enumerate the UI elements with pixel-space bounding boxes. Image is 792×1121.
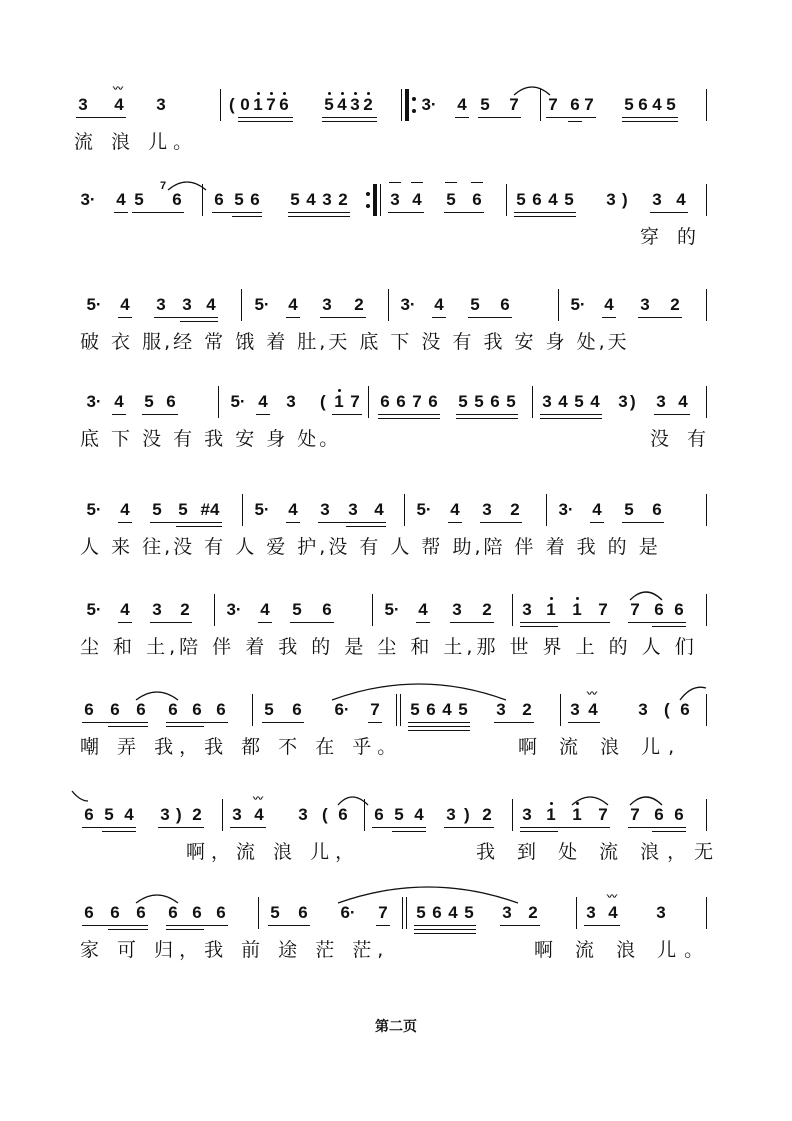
note: 6 — [84, 805, 94, 824]
close-paren: ) — [622, 190, 628, 209]
system-4 — [0, 382, 792, 482]
note: 3 — [156, 295, 166, 314]
note: 3 — [160, 805, 170, 824]
note: 4 — [260, 600, 270, 619]
note: 6 — [172, 190, 182, 209]
note: 5 — [464, 903, 474, 922]
note: 6 — [166, 392, 176, 411]
note: 7 — [378, 903, 388, 922]
note: 2 — [528, 903, 538, 922]
note: 5 — [178, 500, 188, 519]
barline — [214, 594, 215, 626]
note: 3 — [348, 95, 362, 115]
note: 1 — [251, 95, 265, 115]
note: 5 — [270, 903, 280, 922]
note: 5 — [264, 700, 274, 719]
system-8 — [0, 795, 792, 895]
note: 5 — [564, 190, 574, 209]
note: 6 — [380, 392, 390, 411]
note: 6 — [277, 95, 291, 115]
note: 6 — [500, 295, 510, 314]
lyrics-row — [0, 127, 792, 157]
barline — [252, 694, 253, 726]
note: 5· — [254, 295, 270, 314]
note: 4 — [592, 500, 602, 519]
lyrics-text: 啊 流 浪 儿, — [518, 736, 683, 758]
note: 5· — [416, 500, 432, 519]
note: 6 — [214, 190, 224, 209]
note: 4 — [434, 295, 444, 314]
note: 6 — [680, 700, 690, 719]
note: 7 — [548, 95, 558, 114]
note: 4 — [604, 295, 614, 314]
note: 4 — [652, 95, 662, 114]
barline — [706, 386, 707, 418]
notation-row — [0, 795, 792, 835]
note: 5· — [254, 500, 270, 519]
note: 3· — [86, 392, 102, 411]
note: 5 — [458, 700, 468, 719]
note: 7 — [264, 95, 278, 115]
barline — [380, 184, 381, 216]
note: 5 — [624, 500, 634, 519]
note: 4 — [335, 95, 349, 115]
note: 3 — [656, 392, 666, 411]
note: 7 — [584, 95, 594, 114]
lyrics-text: 啊，流 浪 儿， — [186, 841, 361, 863]
note: 6 — [168, 903, 178, 922]
note: 6 — [136, 700, 146, 719]
lyrics-row — [0, 935, 792, 965]
note: 5· — [570, 295, 586, 314]
tie-arc — [570, 791, 610, 807]
note: 3 — [656, 903, 666, 922]
note: 3 — [618, 392, 628, 411]
note: 4 — [414, 805, 424, 824]
note: 1 — [570, 805, 584, 825]
note: 3 — [570, 700, 580, 719]
note: 6 — [322, 600, 332, 619]
note: 4 — [120, 500, 130, 519]
tie-arc — [678, 686, 708, 702]
note: 3 — [522, 805, 532, 824]
lyrics-text: 没 有 — [650, 428, 713, 450]
lyrics-row — [0, 837, 792, 867]
note: 5 — [152, 500, 162, 519]
lyrics-text: 穿 的 — [640, 226, 703, 248]
lyrics-text: 我 到 处 流 浪，无 — [476, 841, 722, 863]
note: 4 — [412, 190, 422, 209]
barline — [706, 694, 707, 726]
lyrics-row — [0, 222, 792, 252]
note: 4 — [114, 95, 124, 114]
notation-row — [0, 382, 792, 422]
note: 2 — [482, 805, 492, 824]
note: 6 — [168, 700, 178, 719]
lyrics-row — [0, 532, 792, 562]
note: 7 — [598, 805, 608, 824]
barline — [402, 897, 403, 929]
lyrics-text: 家 可 归，我 前 途 茫 茫, — [80, 939, 390, 961]
note: 5· — [384, 600, 400, 619]
note: 3 — [78, 95, 88, 114]
lyrics-row — [0, 424, 792, 454]
note: 3 — [232, 805, 242, 824]
system-7 — [0, 690, 792, 790]
note: 6 — [396, 392, 406, 411]
notation-row — [0, 180, 792, 220]
system-3 — [0, 285, 792, 385]
open-paren: ( — [229, 95, 235, 114]
lyrics-text: 啊 流 浪 儿。 — [534, 939, 712, 961]
note: 5 — [394, 805, 404, 824]
lyrics-row — [0, 632, 792, 662]
repeat-dots — [412, 97, 416, 113]
barline — [372, 594, 373, 626]
open-paren: ( — [322, 805, 328, 824]
note: 3 — [322, 295, 332, 314]
barline — [576, 897, 577, 929]
note: 3 — [522, 600, 532, 619]
note: 3 — [586, 903, 596, 922]
note: 7 — [630, 805, 640, 824]
note: 4 — [206, 295, 216, 314]
note: 6 — [216, 903, 226, 922]
mordent-ornament: 〰 — [607, 892, 617, 903]
barline — [368, 386, 369, 418]
note: 6 — [250, 190, 260, 209]
note: 6 — [84, 700, 94, 719]
note: 5 — [322, 95, 336, 115]
note: 2 — [338, 190, 348, 209]
note: 4 — [558, 392, 568, 411]
page-number: 第二页 — [375, 1019, 417, 1035]
note: 6 — [374, 805, 384, 824]
note: 3· — [421, 95, 437, 114]
barline — [512, 594, 513, 626]
barline — [388, 289, 389, 321]
note: 5 — [666, 95, 676, 114]
note: 5 — [624, 95, 634, 114]
note: 4 — [114, 392, 124, 411]
note: 3· — [558, 500, 574, 519]
note: #4 — [200, 500, 220, 519]
note: 6· — [340, 903, 356, 922]
note: 5 — [446, 190, 456, 209]
note: 3· — [400, 295, 416, 314]
mordent-ornament: 〰 — [587, 689, 597, 700]
lyrics-text: 破 衣 服,经 常 饿 着 肚,天 底 下 没 有 我 安 身 处,天 — [80, 331, 630, 353]
note: 5· — [86, 600, 102, 619]
note: 2 — [522, 700, 532, 719]
note: 5 — [104, 805, 114, 824]
note: 6· — [334, 700, 350, 719]
note: 7 — [370, 700, 380, 719]
note: 3 — [182, 295, 192, 314]
note: 5 — [416, 903, 426, 922]
barline — [706, 494, 707, 526]
note: 6 — [426, 700, 436, 719]
note: 4 — [608, 903, 618, 922]
barline — [546, 494, 547, 526]
lyrics-text: 人 来 往,没 有 人 爱 护,没 有 人 帮 助,陪 伴 着 我 的 是 — [80, 536, 661, 558]
note: 6 — [192, 903, 202, 922]
mordent-ornament: 〰 — [253, 794, 263, 805]
note: 4 — [306, 190, 316, 209]
note: 4 — [258, 392, 268, 411]
lyrics-row — [0, 732, 792, 762]
repeat-end-bar — [373, 184, 377, 216]
note: 5 — [290, 190, 300, 209]
system-5 — [0, 490, 792, 590]
notation-row — [0, 285, 792, 325]
note: 6 — [654, 600, 664, 619]
note: 7 — [630, 600, 640, 619]
lyrics-text: 流 浪 儿。 — [74, 131, 199, 153]
system-1 — [0, 85, 792, 185]
barline — [512, 799, 513, 831]
note: 6 — [532, 190, 542, 209]
note: 3 — [390, 190, 400, 209]
note: 5 — [506, 392, 516, 411]
note: 7 — [509, 95, 519, 114]
note: 5 — [516, 190, 526, 209]
barline — [222, 799, 223, 831]
note: 2 — [354, 295, 364, 314]
lyrics-row — [0, 327, 792, 357]
barline — [558, 289, 559, 321]
close-paren: ) — [464, 805, 470, 824]
note: 4 — [288, 295, 298, 314]
notation-row — [0, 85, 792, 125]
note: 5· — [230, 392, 246, 411]
note: 4 — [448, 903, 458, 922]
note: 5· — [86, 295, 102, 314]
note: 3 — [286, 392, 296, 411]
note: 3 — [652, 190, 662, 209]
note: 2 — [180, 600, 190, 619]
note: 2 — [482, 600, 492, 619]
note: 6 — [428, 392, 438, 411]
note: 6 — [110, 700, 120, 719]
note: 4 — [442, 700, 452, 719]
note: 3 — [502, 903, 512, 922]
barline — [406, 897, 407, 929]
note: 4 — [548, 190, 558, 209]
note: 6 — [292, 700, 302, 719]
note: 4 — [120, 600, 130, 619]
note: 6 — [84, 903, 94, 922]
note: 2 — [670, 295, 680, 314]
note: 3 — [348, 500, 358, 519]
close-paren: ) — [176, 805, 182, 824]
barline — [396, 694, 397, 726]
note: 6 — [472, 190, 482, 209]
note: 6 — [298, 903, 308, 922]
note: 5 — [144, 392, 154, 411]
barline — [706, 799, 707, 831]
note: 4 — [678, 392, 688, 411]
barline — [506, 184, 507, 216]
note: 3 — [542, 392, 552, 411]
note: 6 — [652, 500, 662, 519]
barline — [401, 89, 402, 121]
barline — [400, 694, 401, 726]
barline — [560, 694, 561, 726]
note: 5 — [292, 600, 302, 619]
note: 3 — [606, 190, 616, 209]
note: 3 — [496, 700, 506, 719]
note: 3 — [640, 295, 650, 314]
barline — [706, 897, 707, 929]
note: 3· — [226, 600, 242, 619]
lyrics-text: 嘲 弄 我，我 都 不 在 乎。 — [80, 736, 403, 758]
note: 4 — [450, 500, 460, 519]
mordent-ornament: 〰 — [113, 84, 123, 95]
note: 5· — [86, 500, 102, 519]
note: 5 — [574, 392, 584, 411]
notation-row — [0, 590, 792, 630]
note: 4 — [457, 95, 467, 114]
notation-row — [0, 490, 792, 530]
note: 3 — [446, 805, 456, 824]
tie-arc — [70, 789, 90, 803]
note: 3 — [482, 500, 492, 519]
note: 6 — [674, 600, 684, 619]
barline — [220, 89, 221, 121]
note: 2 — [361, 95, 375, 115]
note: 7 — [412, 392, 422, 411]
note: 5 — [410, 700, 420, 719]
note: 6 — [110, 903, 120, 922]
barline — [706, 594, 707, 626]
barline — [258, 897, 259, 929]
note: 2 — [192, 805, 202, 824]
barline — [706, 289, 707, 321]
note: 6 — [216, 700, 226, 719]
barline — [364, 799, 365, 831]
note: 6 — [674, 805, 684, 824]
lyrics-text: 尘 和 土,陪 伴 着 我 的 是 尘 和 土,那 世 界 上 的 人 们 — [80, 636, 698, 658]
slur-arc — [330, 680, 508, 702]
note: 4 — [374, 500, 384, 519]
note: 3· — [80, 190, 96, 209]
note: 6 — [432, 903, 442, 922]
note: 5 — [134, 190, 144, 209]
note: 3 — [638, 700, 648, 719]
barline — [706, 184, 707, 216]
barline — [404, 494, 405, 526]
barline — [241, 289, 242, 321]
note: 6 — [570, 95, 580, 114]
notation-row — [0, 893, 792, 933]
note: 5 — [234, 190, 244, 209]
lyrics-text: 底 下 没 有 我 安 身 处。 — [80, 428, 342, 450]
repeat-dots — [366, 192, 370, 208]
tie-arc — [628, 791, 664, 807]
system-2 — [0, 180, 792, 280]
note: 6 — [192, 700, 202, 719]
note: 7 — [598, 600, 608, 619]
open-paren: ( — [320, 392, 326, 411]
note: 4 — [418, 600, 428, 619]
note: 5 — [474, 392, 484, 411]
note: 5 — [480, 95, 490, 114]
note: 4 — [124, 805, 134, 824]
note: 5 — [470, 295, 480, 314]
note: 6 — [136, 903, 146, 922]
barline — [218, 386, 219, 418]
note: 3 — [322, 190, 332, 209]
note: 4 — [116, 190, 126, 209]
note: 4 — [676, 190, 686, 209]
note: 2 — [510, 500, 520, 519]
barline — [706, 89, 707, 121]
note: 4 — [588, 700, 598, 719]
barline — [202, 184, 203, 216]
note: 4 — [120, 295, 130, 314]
repeat-start-bar — [405, 89, 409, 121]
note: 4 — [590, 392, 600, 411]
note: 4 — [288, 500, 298, 519]
barline — [532, 386, 533, 418]
note: 1 — [544, 600, 558, 620]
note: 4 — [254, 805, 264, 824]
barline — [540, 89, 541, 121]
notation-row — [0, 690, 792, 730]
note: 7 — [350, 392, 360, 411]
note: 3 — [452, 600, 462, 619]
barline — [242, 494, 243, 526]
note: 1 — [332, 392, 346, 412]
note: 6 — [490, 392, 500, 411]
note: 1 — [570, 600, 584, 620]
note: 0 — [240, 95, 250, 114]
note: 6 — [338, 805, 348, 824]
note: 3 — [156, 95, 166, 114]
note: 1 — [544, 805, 558, 825]
note: 3 — [320, 500, 330, 519]
system-9 — [0, 893, 792, 993]
note: 6 — [654, 805, 664, 824]
tie-arc — [628, 586, 664, 602]
open-paren: ( — [664, 700, 670, 719]
system-6 — [0, 590, 792, 690]
close-paren: ) — [630, 392, 636, 411]
slur-arc — [336, 883, 520, 905]
note: 3 — [152, 600, 162, 619]
note: 3 — [298, 805, 308, 824]
note: 5 — [458, 392, 468, 411]
grace-note: 7 — [160, 180, 167, 192]
note: 6 — [638, 95, 648, 114]
